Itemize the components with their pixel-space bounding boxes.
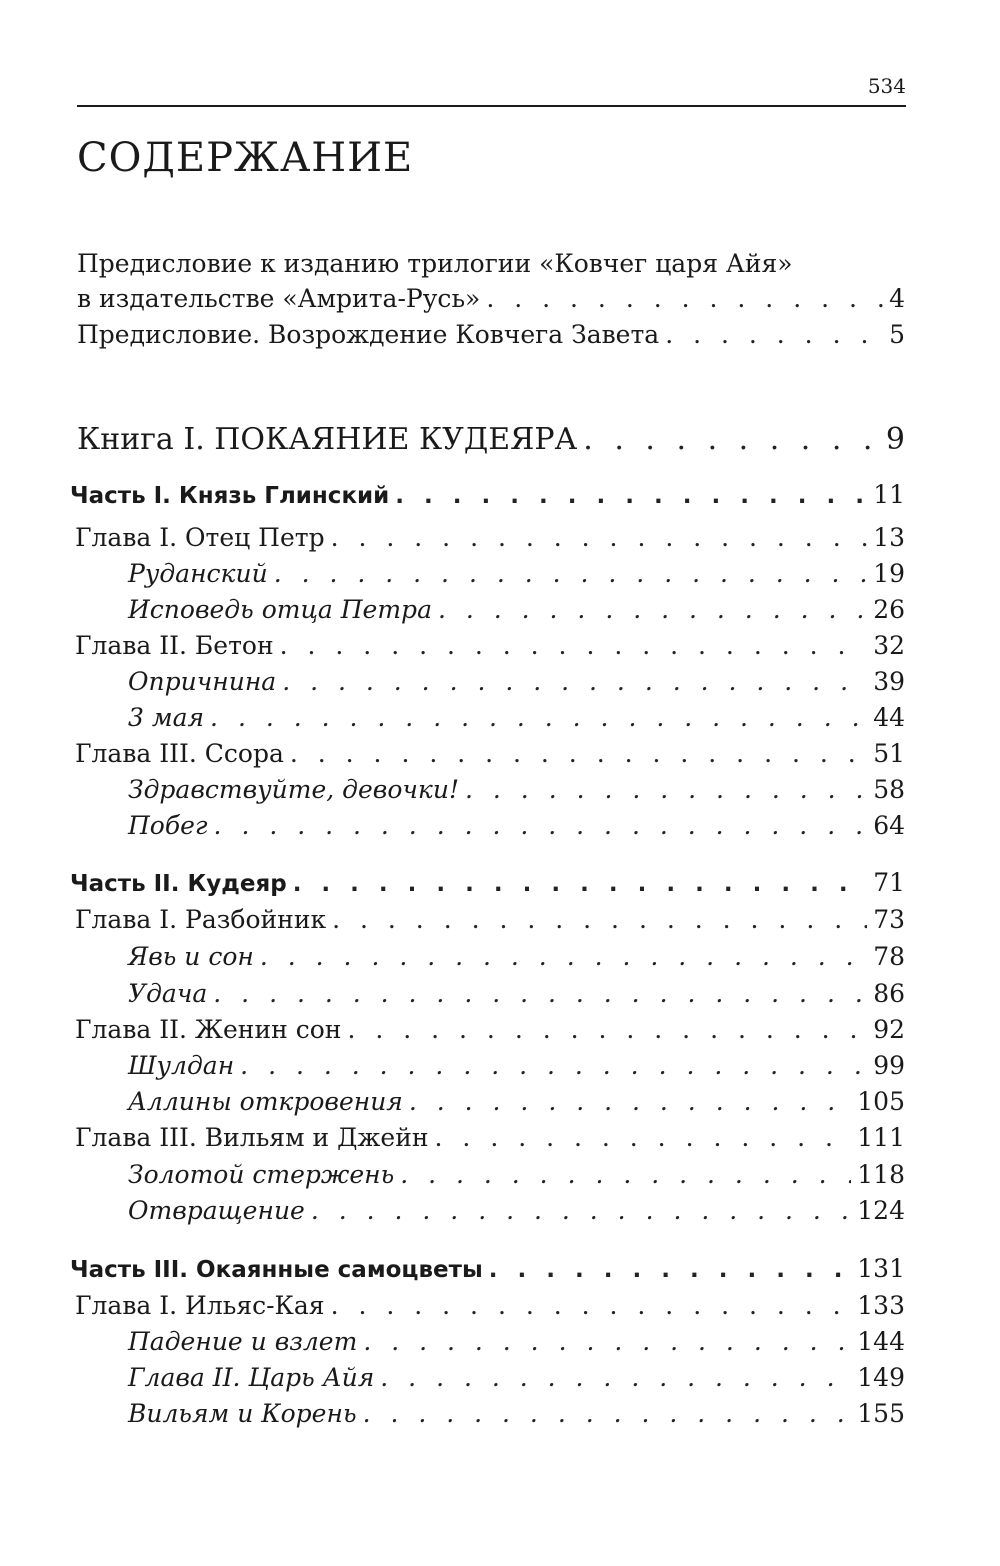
toc-entry-section[interactable]: [128, 701, 905, 735]
toc-entry-section[interactable]: [128, 940, 905, 974]
toc-entry-label: Падение и взлет: [128, 1327, 358, 1356]
toc-entry-section[interactable]: [128, 557, 905, 591]
toc-entry-page: 5: [889, 320, 905, 349]
dot-leader: [363, 1397, 852, 1431]
toc-entry-section[interactable]: [128, 1325, 905, 1359]
toc-entry-page: 44: [873, 703, 905, 732]
toc-entry-page: 71: [873, 868, 905, 897]
dot-leader: [380, 1361, 851, 1395]
toc-entry-label: Предисловие. Возрождение Ковчега Завета: [77, 320, 660, 349]
toc-entry-preface-edition[interactable]: [77, 282, 905, 316]
dot-leader: [282, 665, 867, 699]
toc-entry-chapter[interactable]: [75, 629, 905, 663]
toc-entry-label: Глава III. Ссора: [75, 739, 284, 768]
toc-entry-section[interactable]: [128, 977, 905, 1011]
toc-entry-label: Опричнина: [128, 667, 277, 696]
toc-entry-page: 9: [885, 422, 905, 457]
toc-entry-chapter[interactable]: [75, 737, 905, 771]
toc-entry-label: Аллины откровения: [128, 1087, 403, 1116]
toc-entry-section[interactable]: [128, 1049, 905, 1083]
toc-entry-label: Руданский: [128, 559, 268, 588]
dot-leader: [465, 773, 867, 807]
dot-leader: [395, 479, 867, 513]
toc-entry-page: 64: [873, 811, 905, 840]
toc-entry-section[interactable]: [128, 809, 905, 843]
toc-entry-part[interactable]: [70, 1252, 905, 1286]
toc-entry-label: Шулдан: [128, 1051, 235, 1080]
dot-leader: [583, 420, 880, 460]
toc-entry-preface-ark[interactable]: [77, 318, 905, 352]
toc-entry-page: 111: [857, 1123, 905, 1152]
toc-entry-section[interactable]: [128, 1085, 905, 1119]
toc-entry-section[interactable]: [128, 773, 905, 807]
preface-line-1: Предисловие к изданию трилогии «Ковчег царя Айя»: [77, 249, 793, 278]
dot-leader: [210, 701, 867, 735]
toc-entry-page: 144: [857, 1327, 905, 1356]
toc-entry-page: 51: [873, 739, 905, 768]
dot-leader: [214, 809, 868, 843]
toc-entry-section[interactable]: [128, 593, 905, 627]
toc-entry-label: Золотой стержень: [128, 1160, 395, 1189]
toc-entry-chapter[interactable]: [75, 1121, 905, 1155]
toc-entry-label: Глава II. Женин сон: [75, 1015, 342, 1044]
toc-entry-book[interactable]: [77, 420, 905, 460]
toc-entry-chapter[interactable]: [75, 903, 905, 937]
dot-leader: [213, 977, 867, 1011]
dot-leader: [331, 1289, 852, 1323]
page-number: 534: [867, 74, 906, 98]
toc-entry-page: 155: [857, 1399, 905, 1428]
dot-leader: [409, 1085, 851, 1119]
toc-entry-label: в издательстве «Амрита-Русь»: [77, 284, 481, 313]
dot-leader: [240, 1049, 867, 1083]
dot-leader: [347, 1013, 867, 1047]
toc-entry-page: 124: [857, 1196, 905, 1225]
toc-entry-page: 11: [873, 480, 905, 509]
dot-leader: [280, 629, 868, 663]
toc-entry-section[interactable]: [128, 1158, 905, 1192]
toc-entry-page: 39: [873, 667, 905, 696]
toc-entry-page: 118: [857, 1160, 905, 1189]
toc-entry-label: Отвращение: [128, 1196, 305, 1225]
toc-entry-page: 149: [857, 1363, 905, 1392]
dot-leader: [290, 737, 867, 771]
toc-entry-page: 105: [857, 1087, 905, 1116]
toc-entry-label: Глава I. Разбойник: [75, 905, 327, 934]
page-title: СОДЕРЖАНИЕ: [77, 135, 414, 181]
toc-entry-page: 58: [873, 775, 905, 804]
dot-leader: [311, 1194, 851, 1228]
toc-entry-chapter[interactable]: [75, 521, 905, 555]
toc-entry-page: 86: [873, 979, 905, 1008]
dot-leader: [363, 1325, 851, 1359]
toc-entry-section[interactable]: [128, 1194, 905, 1228]
toc-entry-section[interactable]: [128, 1361, 905, 1395]
toc-entry-page: 131: [857, 1254, 905, 1283]
dot-leader: [489, 1253, 852, 1287]
toc-entry-page: 92: [873, 1015, 905, 1044]
dot-leader: [293, 867, 868, 901]
toc-entry-page: 26: [873, 595, 905, 624]
toc-entry-page: 99: [873, 1051, 905, 1080]
toc-entry-page: 4: [889, 284, 905, 313]
toc-entry-part[interactable]: [70, 478, 905, 512]
toc-entry-label: Исповедь отца Петра: [128, 595, 432, 624]
toc-entry-page: 73: [873, 905, 905, 934]
toc-entry-label: Часть I. Князь Глинский: [70, 483, 390, 509]
dot-leader: [486, 282, 883, 316]
toc-entry-label: Удача: [128, 979, 208, 1008]
toc-entry-label: Явь и сон: [128, 942, 254, 971]
dot-leader: [400, 1158, 851, 1192]
dot-leader: [332, 903, 867, 937]
toc-entry-label: Побег: [128, 811, 208, 840]
dot-leader: [331, 521, 868, 555]
toc-entry-section[interactable]: [128, 1397, 905, 1431]
toc-entry-page: 133: [857, 1291, 905, 1320]
toc-entry-page: 19: [873, 559, 905, 588]
toc-entry-label: Часть II. Кудеяр: [70, 871, 287, 897]
toc-entry-part[interactable]: [70, 866, 905, 900]
dot-leader: [665, 318, 883, 352]
toc-entry-page: 13: [873, 523, 905, 552]
dot-leader: [438, 593, 867, 627]
toc-entry-label: Часть III. Окаянные самоцветы: [70, 1257, 483, 1283]
toc-entry-label: Глава II. Бетон: [75, 631, 274, 660]
toc-entry-label: Глава II. Царь Айя: [128, 1363, 375, 1392]
toc-entry-label: Здравствуйте, девочки!: [128, 775, 460, 804]
toc-entry-label: Глава I. Ильяс-Кая: [75, 1291, 325, 1320]
toc-entry-chapter[interactable]: [75, 1013, 905, 1047]
header-rule: [77, 105, 906, 107]
toc-entry-chapter[interactable]: [75, 1289, 905, 1323]
dot-leader: [435, 1121, 852, 1155]
dot-leader: [260, 940, 867, 974]
toc-entry-label: Глава I. Отец Петр: [75, 523, 325, 552]
toc-entry-page: 78: [873, 942, 905, 971]
dot-leader: [274, 557, 868, 591]
toc-entry-label: Вильям и Корень: [128, 1399, 357, 1428]
toc-entry-section[interactable]: [128, 665, 905, 699]
toc-entry-page: 32: [873, 631, 905, 660]
toc-entry-label: 3 мая: [128, 703, 205, 732]
toc-entry-label: Книга I. ПОКАЯНИЕ КУДЕЯРА: [77, 422, 578, 457]
toc-entry-label: Глава III. Вильям и Джейн: [75, 1123, 429, 1152]
